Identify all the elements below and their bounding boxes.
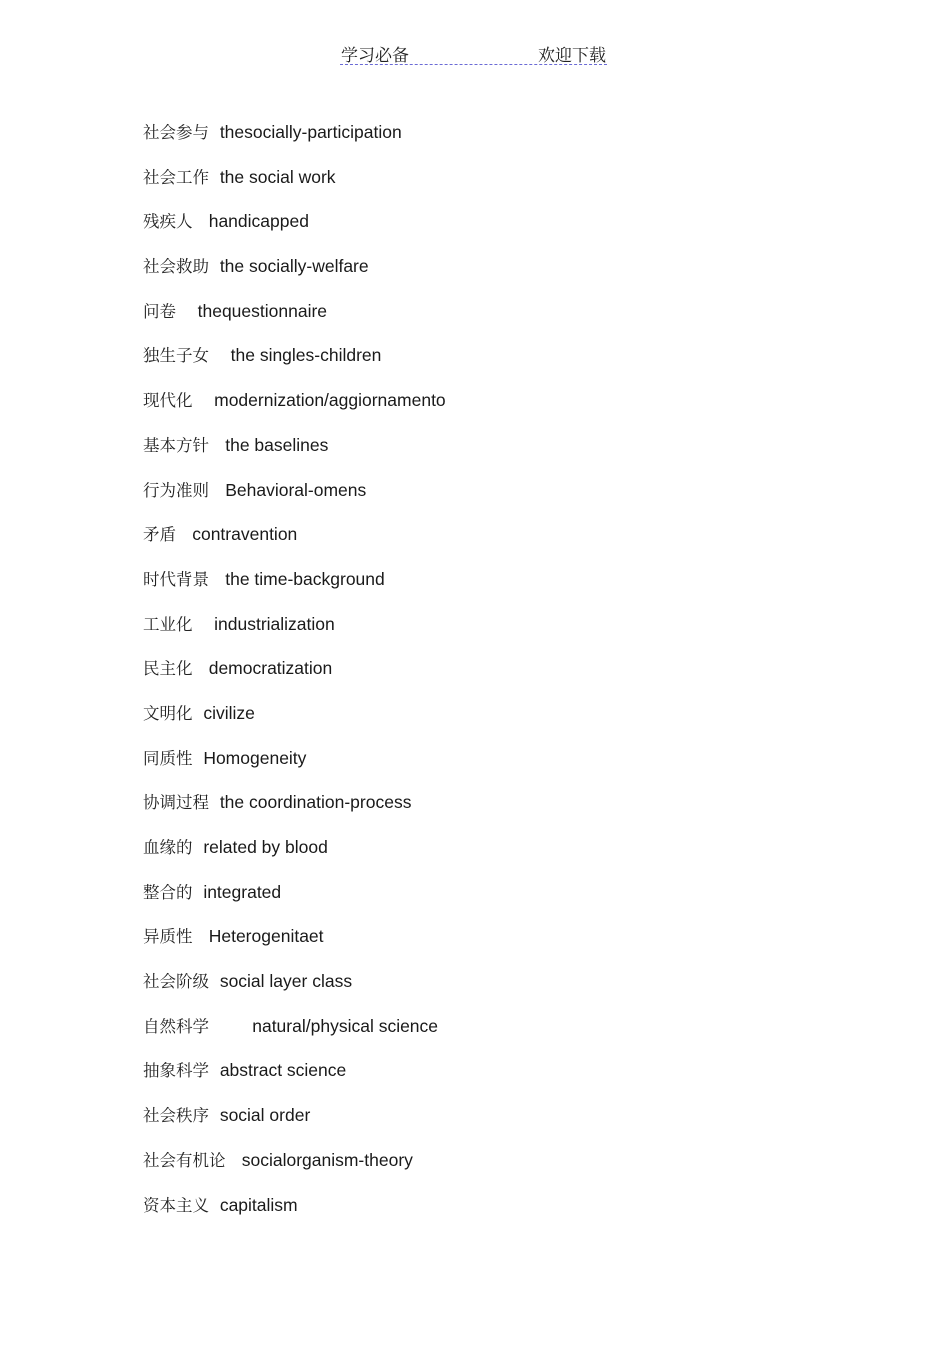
- term-spacing: [193, 615, 215, 635]
- term-chinese: 问卷: [143, 301, 176, 321]
- term-chinese: 工业化: [143, 614, 193, 634]
- glossary-item: [143, 566, 446, 611]
- term-chinese: 社会秩序: [143, 1106, 209, 1126]
- glossary-item: [143, 1102, 446, 1147]
- term-spacing: [193, 391, 215, 411]
- glossary-item: [143, 923, 446, 968]
- term-chinese: 同质性: [143, 748, 193, 768]
- term-english: thesocially-participation: [219, 122, 402, 142]
- term-spacing: [209, 168, 220, 188]
- glossary-item: [143, 1192, 446, 1237]
- term-spacing: [209, 481, 225, 501]
- glossary-item: [143, 745, 446, 790]
- term-english: abstract science: [219, 1060, 347, 1081]
- glossary-item: [143, 298, 446, 343]
- term-chinese: 资本主义: [143, 1195, 209, 1215]
- term-english: social layer class: [219, 971, 353, 992]
- term-spacing: [209, 570, 225, 590]
- term-chinese: 整合的: [143, 882, 193, 902]
- term-spacing: [209, 1017, 252, 1037]
- term-chinese: 抽象科学: [143, 1061, 209, 1081]
- term-spacing: [209, 793, 220, 813]
- term-english: handicapped: [208, 211, 309, 232]
- term-spacing: [209, 436, 225, 456]
- term-chinese: 独生子女: [143, 346, 209, 366]
- glossary-item: [143, 164, 446, 209]
- glossary-item: [143, 834, 446, 879]
- term-english: socialorganism-theory: [241, 1149, 413, 1170]
- glossary-item: [143, 521, 446, 566]
- term-chinese: 社会阶级: [143, 972, 209, 992]
- term-spacing: [209, 1061, 220, 1081]
- glossary-item: [143, 1147, 446, 1192]
- glossary-item: [143, 879, 446, 924]
- glossary-item: [143, 342, 446, 387]
- term-english: integrated: [203, 881, 282, 902]
- glossary-item: [143, 1013, 446, 1058]
- header-right-text: 欢迎下载: [538, 46, 606, 66]
- glossary-item: [143, 477, 446, 522]
- term-spacing: [176, 302, 198, 322]
- glossary-item: [143, 432, 446, 477]
- term-english: natural/physical science: [252, 1015, 439, 1036]
- term-english: thequestionnaire: [197, 300, 328, 321]
- term-english: the socially-welfare: [219, 256, 369, 277]
- term-chinese: 文明化: [143, 703, 193, 723]
- term-spacing: [193, 659, 209, 679]
- term-english: Homogeneity: [203, 747, 307, 768]
- term-english: capitalism: [219, 1194, 298, 1215]
- term-english: contravention: [192, 524, 298, 545]
- term-english: the time-background: [225, 568, 385, 589]
- header-left-text: 学习必备: [341, 46, 409, 66]
- glossary-item: [143, 789, 446, 834]
- glossary-item: [143, 253, 446, 298]
- term-spacing: [209, 1196, 220, 1216]
- term-chinese: 民主化: [143, 659, 193, 679]
- term-english: the baselines: [225, 434, 329, 455]
- term-spacing: [193, 838, 204, 858]
- term-chinese: 社会参与: [143, 123, 209, 142]
- glossary-list: [143, 119, 446, 1236]
- glossary-item: [143, 655, 446, 700]
- glossary-item: [143, 1057, 446, 1102]
- glossary-item: [143, 119, 446, 164]
- term-chinese: 血缘的: [143, 838, 193, 857]
- term-spacing: [193, 927, 209, 947]
- term-chinese: 自然科学: [143, 1016, 209, 1036]
- term-spacing: [193, 883, 204, 903]
- term-english: industrialization: [214, 613, 335, 634]
- term-spacing: [209, 1106, 220, 1126]
- term-chinese: 异质性: [143, 927, 193, 947]
- term-english: civilize: [203, 702, 255, 723]
- term-english: social order: [219, 1105, 311, 1126]
- term-chinese: 社会工作: [143, 167, 209, 187]
- term-spacing: [176, 525, 192, 545]
- term-chinese: 行为准则: [143, 480, 209, 500]
- term-english: the social work: [219, 166, 336, 187]
- term-english: Heterogenitaet: [208, 926, 324, 947]
- term-english: democratization: [208, 658, 333, 679]
- term-english: Behavioral-omens: [225, 479, 367, 500]
- term-spacing: [209, 123, 220, 143]
- term-spacing: [226, 1151, 242, 1171]
- glossary-item: [143, 208, 446, 253]
- glossary-item: [143, 700, 446, 745]
- term-english: modernization/aggiornamento: [214, 390, 446, 411]
- term-chinese: 现代化: [143, 391, 193, 411]
- term-chinese: 矛盾: [143, 525, 176, 545]
- term-chinese: 社会救助: [143, 257, 209, 277]
- term-spacing: [193, 749, 204, 769]
- term-english: the coordination-process: [219, 792, 412, 813]
- term-spacing: [193, 704, 204, 724]
- term-chinese: 协调过程: [143, 793, 209, 813]
- glossary-item: [143, 611, 446, 656]
- glossary-item: [143, 968, 446, 1013]
- page-header: [340, 41, 607, 65]
- term-spacing: [209, 257, 220, 277]
- term-spacing: [193, 212, 209, 232]
- term-english: the singles-children: [230, 345, 382, 366]
- term-spacing: [209, 346, 231, 366]
- term-chinese: 时代背景: [143, 569, 209, 589]
- term-spacing: [209, 972, 220, 992]
- glossary-item: [143, 387, 446, 432]
- term-english: related by blood: [203, 837, 328, 857]
- term-chinese: 基本方针: [143, 435, 209, 455]
- term-chinese: 残疾人: [143, 212, 193, 232]
- term-chinese: 社会有机论: [143, 1150, 226, 1170]
